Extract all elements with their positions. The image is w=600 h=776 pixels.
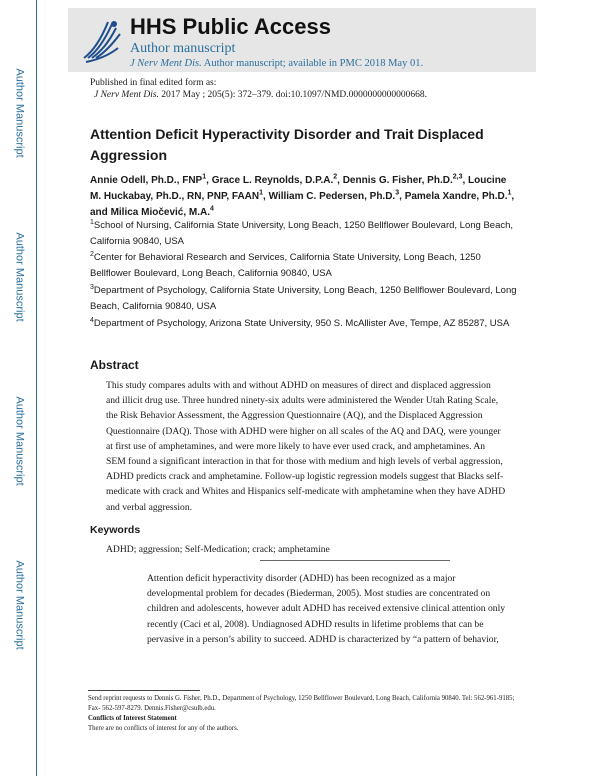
author-name: William C. Pedersen, Ph.D.: [268, 191, 396, 202]
author-list: [90, 173, 520, 221]
author-name: Pamela Xandre, Ph.D.: [404, 191, 508, 202]
sidebar-label: Author Manuscript: [14, 560, 27, 650]
affiliation: $^1$School of Nursing, California State University, Long Beach, 1250 Bellflower Boulevard, Long Beach, California 90840, USA: [90, 218, 514, 247]
author-affiliation-number: 1: [202, 173, 207, 181]
author-affiliation-number: 2,3: [452, 173, 463, 181]
abstract-heading: Abstract: [90, 358, 139, 372]
affiliation: $^2$Center for Behavioral Research and Services, California State University, Long Beach, 1250 Bellflower Boulevard, Long Beach, California 90840, USA: [90, 250, 481, 279]
body-paragraph: Attention deficit hyperactivity disorder (ADHD) has been recognized as a major developmental problem for decades (Biederman, 2005). Most studies are concentrated on children and adolescents, however adult ADHD has received extensive clinical attention only recently (Caci et al, 2008). Undiagnosed ADHD results in lifetime problems that can be pervasive in a person’s ability to succeed. ADHD is characterized by “a pattern of behavior,: [147, 573, 506, 645]
coi-heading: Conflicts of Interest Statement: [88, 715, 177, 722]
hhs-eagle-logo-icon: [78, 12, 128, 68]
author-separator: , and: [90, 191, 515, 218]
reprint-footnote: Send reprint requests to Dennis G. Fisher, Ph.D., Department of Psychology, 1250 Bellflower Boulevard, Long Beach, California 90840. Tel: 562-961-9185; Fax- 562-597-8279. Dennis.Fisher@csulb.edu.: [88, 695, 515, 712]
author-separator: ,: [206, 175, 212, 186]
affiliation: $^3$Department of Psychology, California State University, Long Beach, 1250 Bellflower Boulevard, Long Beach, California 90840, USA: [90, 283, 517, 312]
author-name: Dennis G. Fisher, Ph.D.: [342, 175, 453, 186]
banner-citation: J Nerv Ment Dis. Author manuscript; available in PMC 2018 May 01.: [130, 58, 424, 69]
section-divider: [260, 560, 450, 561]
keywords-heading: Keywords: [90, 524, 141, 536]
author-separator: ,: [337, 175, 343, 186]
author-affiliation-number: 3: [395, 189, 400, 197]
sidebar-label: Author Manuscript: [14, 396, 27, 486]
author-affiliation-number: 2: [333, 173, 338, 181]
keywords-text: ADHD; aggression; Self-Medication; crack; amphetamine: [106, 544, 330, 555]
footnote-divider: [88, 690, 200, 691]
sidebar-label: Author Manuscript: [14, 68, 27, 158]
abstract-text: This study compares adults with and without ADHD on measures of direct and displaced aggression and illicit drug use. Three hundred ninety-six adults were administered the Wender Utah Rating Scale, the Risk Behavior Assessment, the Aggression Questionnaire (AQ), and the Displaced Aggression Questionnaire (DAQ). Those with ADHD were higher on all scales of the AQ and DAQ, were younger at first use of amphetamines, and were more likely to have ever used crack, and amphetamines. An SEM found a significant interaction in that for those with medium and high levels of verbal aggression, ADHD predicts crack and amphetamine. Follow-up logistic regression models suggest that Blacks self-medicate with crack and Whites and Hispanics self-medicate with amphetamine when they have ADHD and verbal aggression.: [106, 380, 506, 513]
coi-text: There are no conflicts of interest for any of the authors.: [88, 725, 239, 732]
author-separator: ,: [462, 175, 469, 186]
banner-title: HHS Public Access: [130, 14, 331, 39]
sidebar-divider: [36, 0, 37, 776]
author-name: Annie Odell, Ph.D., FNP: [90, 175, 203, 186]
author-name: Loucine M. Huckabay, Ph.D., RN, PNP, FAAN: [90, 175, 507, 202]
published-label: Published in final edited form as:: [90, 78, 217, 88]
author-separator: ,: [399, 191, 405, 202]
author-affiliation-number: 1: [259, 189, 264, 197]
author-affiliation-number: 4: [210, 205, 214, 213]
banner-subtitle: Author manuscript: [130, 41, 236, 56]
publication-citation: J Nerv Ment Dis. 2017 May ; 205(5): 372–379. doi:10.1097/NMD.0000000000000668.: [94, 90, 428, 100]
sidebar-label: Author Manuscript: [14, 232, 27, 322]
author-name: Grace L. Reynolds, D.P.A.: [211, 175, 334, 186]
affiliation: $^4$Department of Psychology, Arizona State University, 950 S. McAllister Ave, Tempe, AZ 85287, USA: [90, 316, 510, 329]
article-title: Attention Deficit Hyperactivity Disorder and Trait Displaced Aggression: [90, 126, 484, 163]
author-separator: ,: [263, 191, 269, 202]
author-name: Milica Miočević, M.A.: [110, 207, 211, 218]
author-affiliation-number: 1: [507, 189, 512, 197]
